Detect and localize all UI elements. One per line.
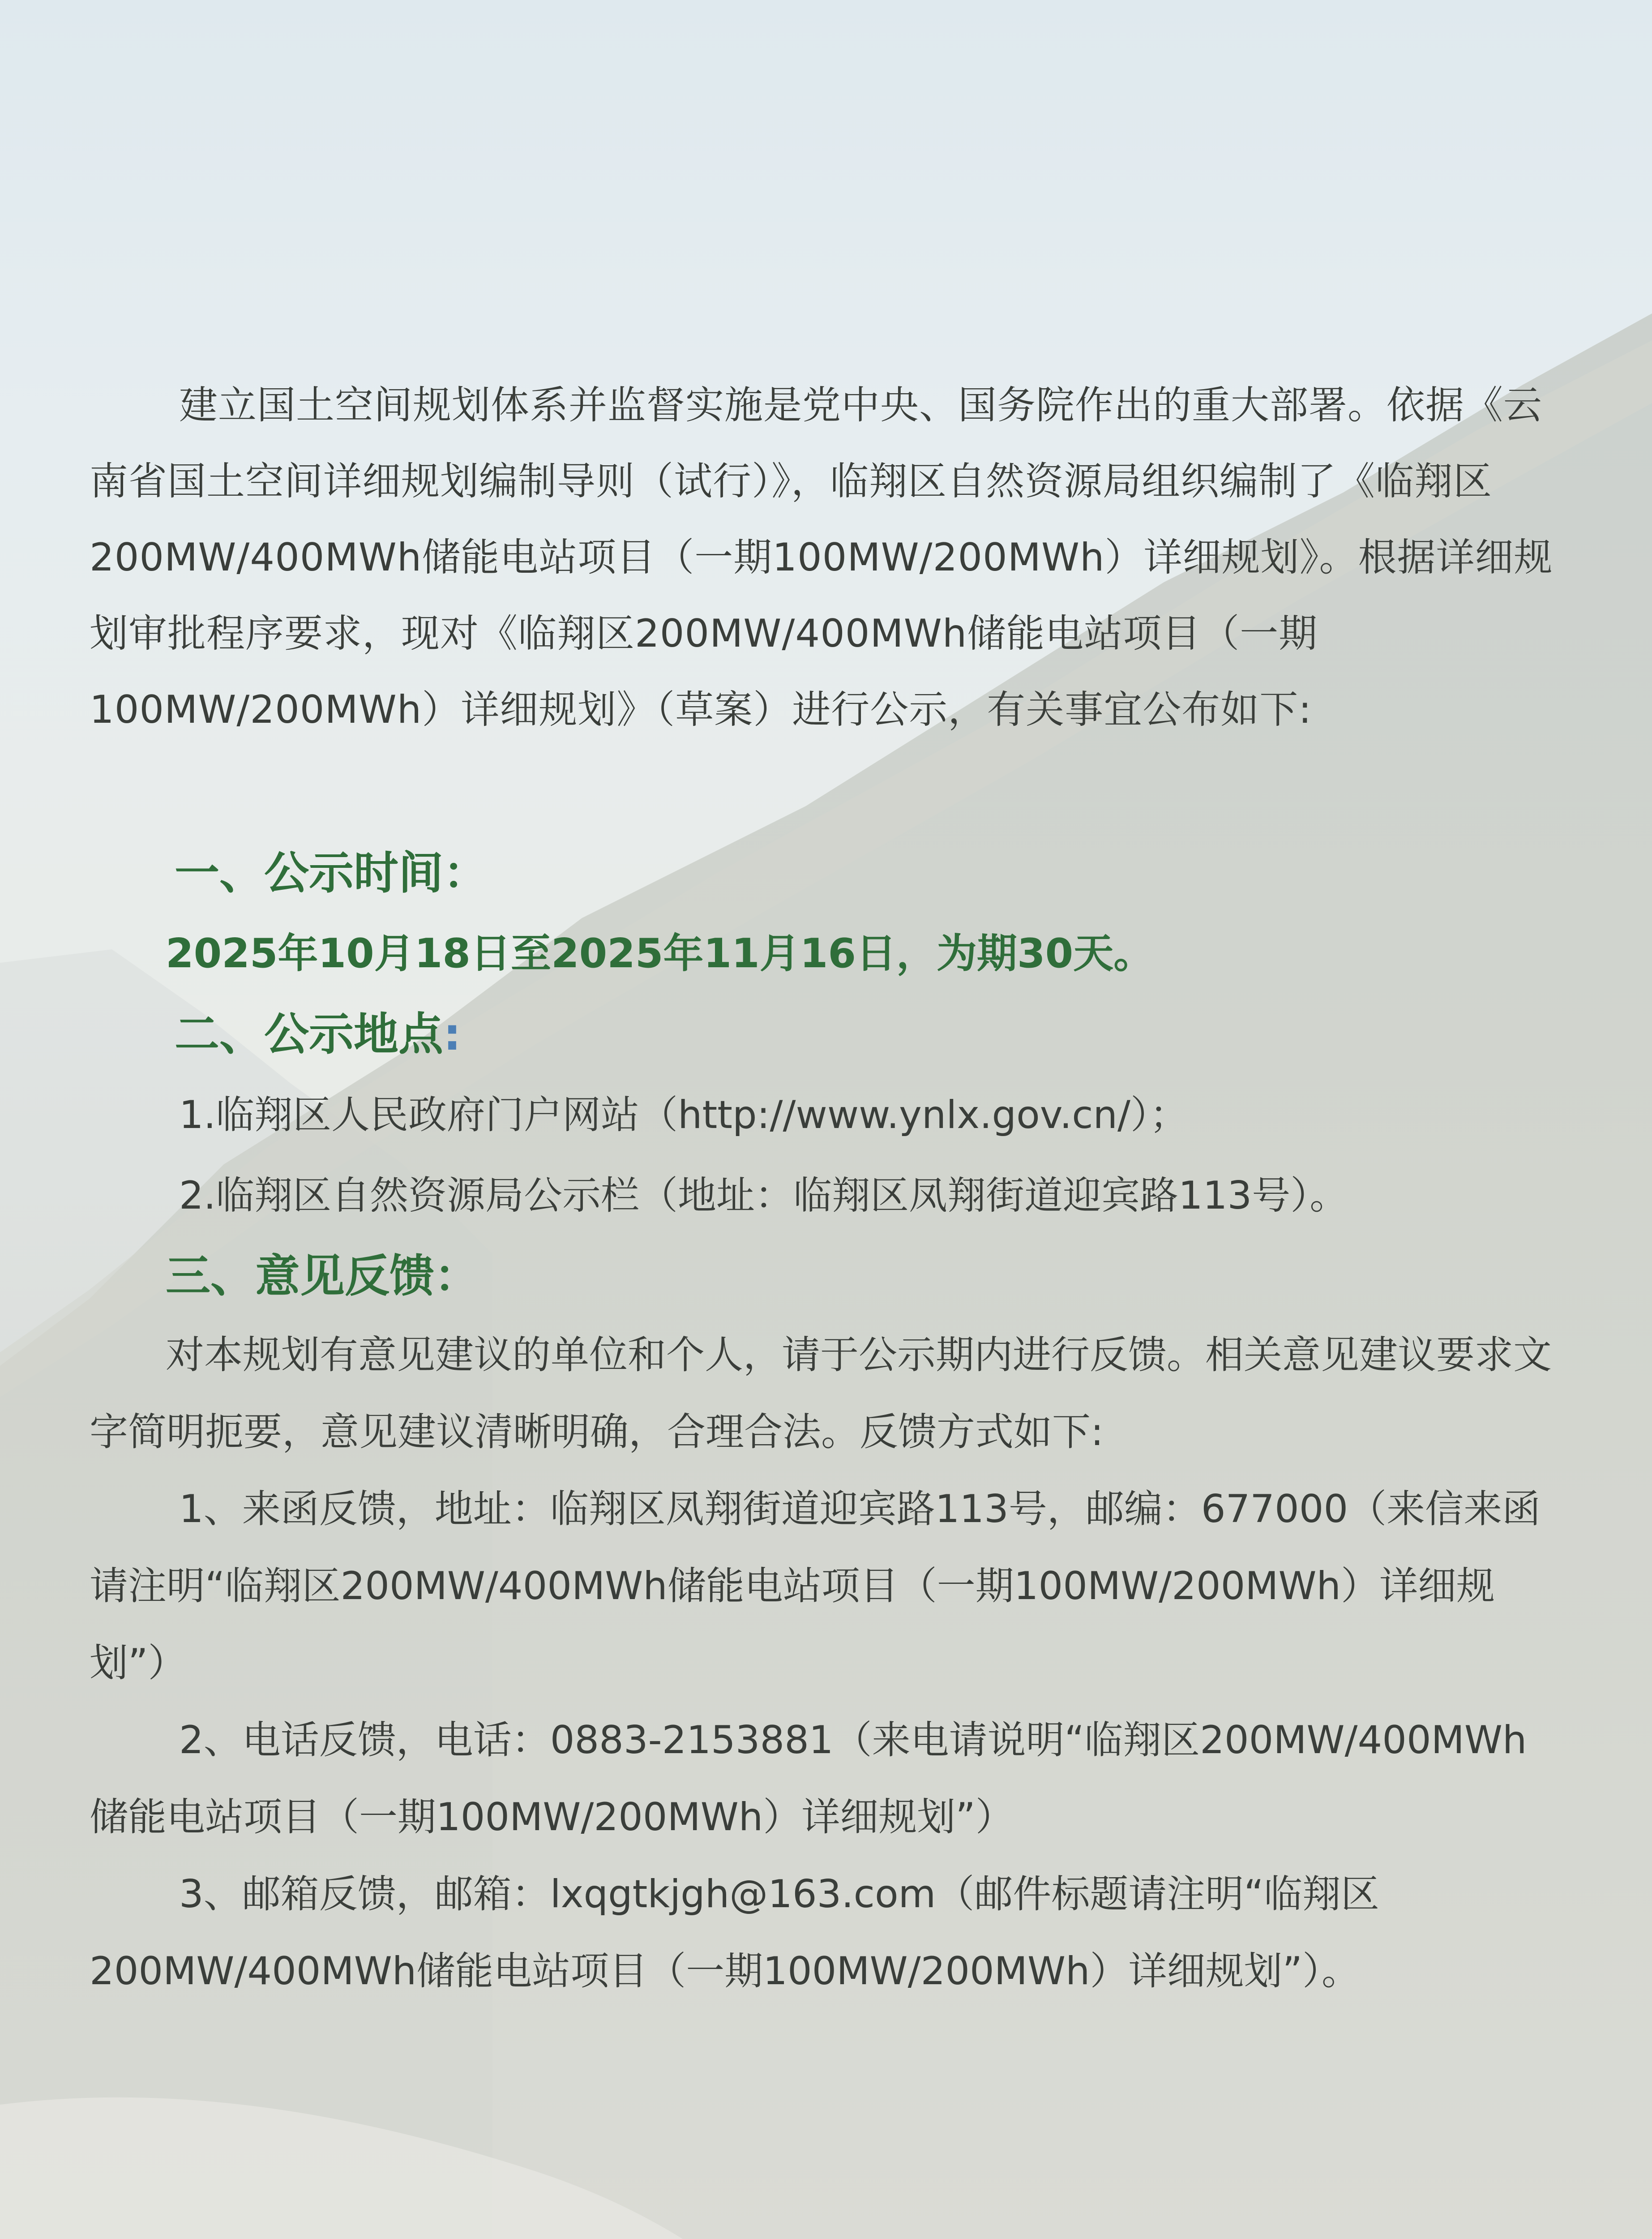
feedback-item-email: 3、邮箱反馈，邮箱：lxqgtkjgh@163.com（邮件标题请注明“临翔区200MW/400MWh储能电站项目（一期100MW/200MWh）详细规划”）。 xyxy=(90,1872,1379,1994)
section-place-heading-colon: : xyxy=(443,1008,461,1060)
section-feedback-heading: 三、意见反馈： xyxy=(166,1250,479,1302)
section-place-heading-text: 二、公示地点 xyxy=(175,1008,443,1060)
place-item-board: 2.临翔区自然资源局公示栏（地址：临翔区凤翔街道迎宾路113号）。 xyxy=(179,1173,1348,1218)
intro-paragraph: 建立国土空间规划体系并监督实施是党中央、国务院作出的重大部署。依据《云南省国土空间详细规划编制导则（试行）》，临翔区自然资源局组织编制了《临翔区200MW/400MWh储能电站项目（一期100MW/200MWh）详细规划》。根据详细规划审批程序要求，现对《临翔区200MW/400MWh储能电站项目（一期100MW/200MWh）详细规划》（草案）进行公示，有关事宜公布如下: xyxy=(90,383,1553,732)
section-time-period: 2025年10月18日至2025年11月16日，为期30天。 xyxy=(166,930,1154,977)
feedback-intro: 对本规划有意见建议的单位和个人，请于公示期内进行反馈。相关意见建议要求文字简明扼要，意见建议清晰明确，合理合法。反馈方式如下: xyxy=(90,1333,1552,1454)
section-time-heading: 一、公示时间： xyxy=(175,847,488,899)
section-place-heading xyxy=(90,994,1558,1075)
feedback-item-phone: 2、电话反馈，电话：0883-2153881（来电请说明“临翔区200MW/400MWh储能电站项目（一期100MW/200MWh）详细规划”） xyxy=(90,1718,1527,1840)
announcement-body xyxy=(90,367,1558,2010)
feedback-item-letter: 1、来函反馈，地址：临翔区凤翔街道迎宾路113号，邮编：677000（来信来函请注明“临翔区200MW/400MWh储能电站项目（一期100MW/200MWh）详细规划”） xyxy=(90,1487,1541,1686)
place-item-website: 1.临翔区人民政府门户网站（http://www.ynlx.gov.cn/）； xyxy=(179,1093,1189,1137)
